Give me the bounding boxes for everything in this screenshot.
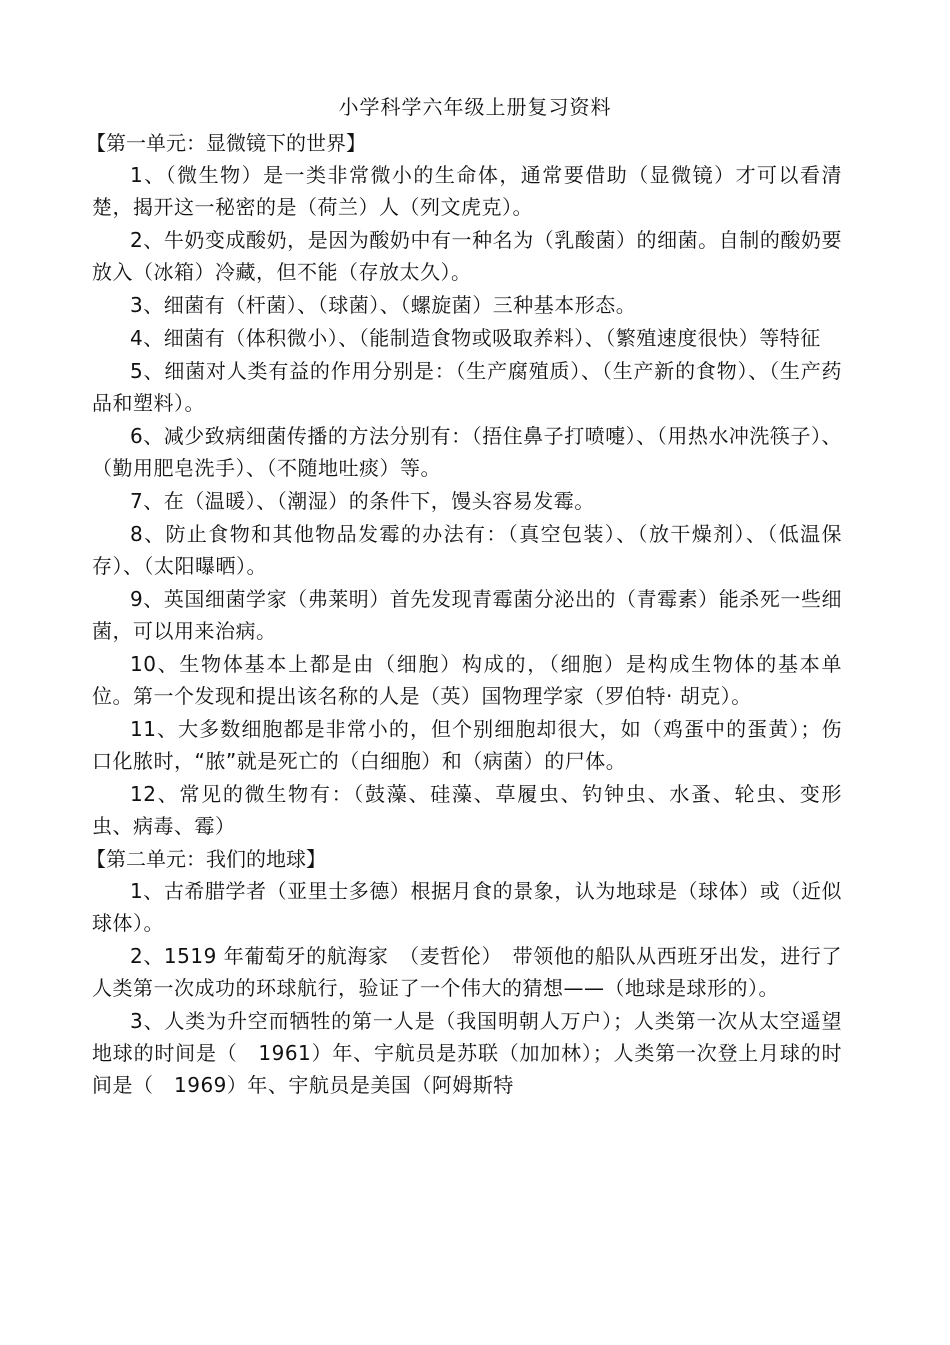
paragraph: 1、（微生物）是一类非常微小的生命体，通常要借助（显微镜）才可以看清楚，揭开这一秘密的是（荷兰）人（列文虎克）。	[92, 163, 842, 219]
paragraph: 3、细菌有（杆菌）、（球菌）、（螺旋菌）三种基本形态。	[130, 293, 637, 317]
document-body	[86, 127, 842, 1102]
paragraph: 8、防止食物和其他物品发霉的办法有：（真空包装）、（放干燥剂）、（低温保存）、（太阳曝晒）。	[92, 522, 842, 578]
page-title: 小学科学六年级上册复习资料	[338, 95, 612, 119]
paragraph: 9、英国细菌学家（弗莱明）首先发现青霉菌分泌出的（青霉素）能杀死一些细菌，可以用来治病。	[92, 587, 842, 643]
paragraph: 7、在（温暖）、（潮湿）的条件下，馒头容易发霉。	[130, 489, 595, 513]
paragraph: 3、人类为升空而牺牲的第一人是（我国明朝人万户）；人类第一次从太空遥望地球的时间是（ 1961）年、宇航员是苏联（加加林）；人类第一次登上月球的时间是（ 1969）年、宇航员是美国（阿姆斯特	[92, 1009, 842, 1097]
paragraph: 4、细菌有（体积微小）、（能制造食物或吸取养料）、（繁殖速度很快）等特征	[130, 326, 821, 350]
paragraph: 6、减少致病细菌传播的方法分别有：（捂住鼻子打喷嚏）、（用热水冲洗筷子）、（勤用肥皂洗手）、（不随地吐痰）等。	[92, 424, 842, 480]
paragraph: 2、1519 年葡萄牙的航海家 （麦哲伦） 带领他的船队从西班牙出发，进行了人类第一次成功的环球航行，验证了一个伟大的猜想——（地球是球形的）。	[92, 944, 842, 1000]
paragraph: 1、古希腊学者（亚里士多德）根据月食的景象，认为地球是（球体）或（近似球体）。	[92, 879, 842, 935]
section-heading-unit-1: 【第一单元：显微镜下的世界】	[86, 131, 366, 155]
paragraph: 10、生物体基本上都是由（细胞）构成的，（细胞）是构成生物体的基本单位。第一个发现和提出该名称的人是（英）国物理学家（罗伯特· 胡克）。	[92, 652, 842, 708]
paragraph: 12、常见的微生物有：（鼓藻、硅藻、草履虫、钓钟虫、水蚤、轮虫、变形虫、病毒、霉）	[92, 782, 842, 838]
paragraph: 5、细菌对人类有益的作用分别是：（生产腐殖质）、（生产新的食物）、（生产药品和塑料）。	[92, 359, 842, 415]
section-heading-unit-2: 【第二单元：我们的地球】	[86, 847, 326, 871]
paragraph: 2、牛奶变成酸奶，是因为酸奶中有一种名为（乳酸菌）的细菌。自制的酸奶要放入（冰箱）冷藏，但不能（存放太久）。	[92, 228, 842, 284]
paragraph: 11、大多数细胞都是非常小的，但个别细胞却很大，如（鸡蛋中的蛋黄）；伤口化脓时，“脓”就是死亡的（白细胞）和（病菌）的尸体。	[92, 717, 842, 773]
